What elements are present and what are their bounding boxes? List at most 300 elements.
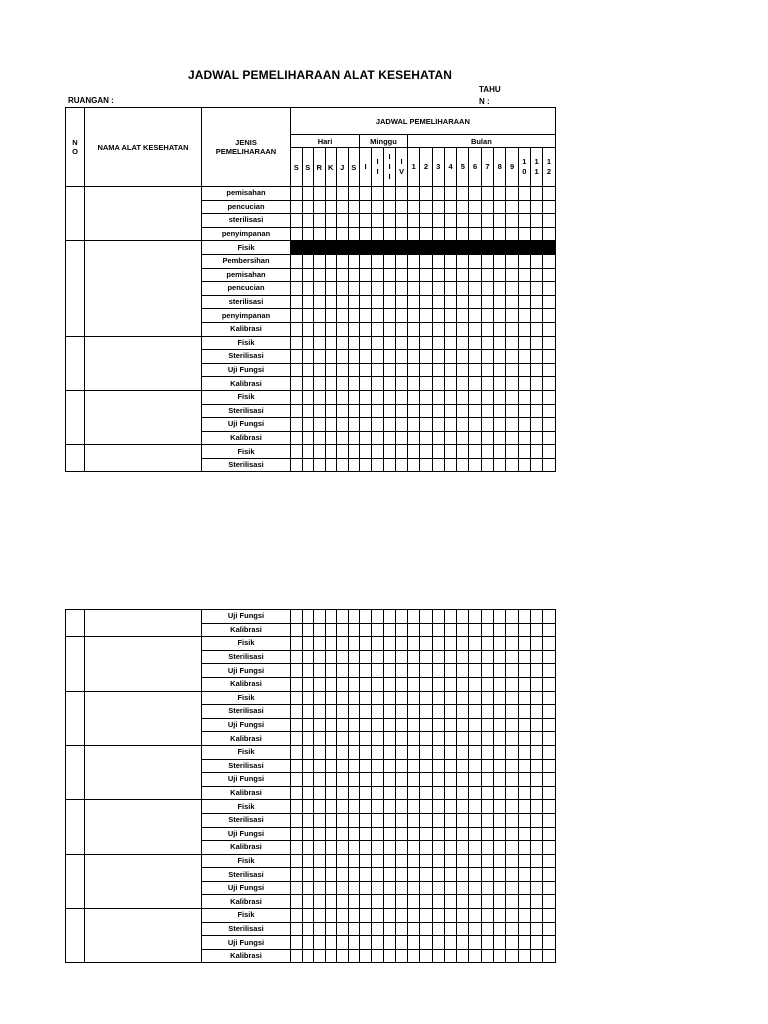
schedule-cell[interactable]: [543, 841, 555, 855]
schedule-cell[interactable]: [291, 868, 303, 882]
schedule-cell[interactable]: [325, 705, 337, 719]
schedule-cell[interactable]: [325, 377, 337, 391]
schedule-cell[interactable]: [469, 336, 481, 350]
schedule-cell[interactable]: [457, 214, 469, 228]
schedule-cell[interactable]: [314, 336, 326, 350]
schedule-cell[interactable]: [325, 664, 337, 678]
schedule-cell[interactable]: [543, 637, 555, 651]
schedule-cell[interactable]: [348, 268, 360, 282]
schedule-cell[interactable]: [444, 827, 456, 841]
schedule-cell[interactable]: [444, 773, 456, 787]
schedule-cell[interactable]: [518, 854, 530, 868]
schedule-cell[interactable]: [506, 786, 518, 800]
schedule-cell[interactable]: [314, 637, 326, 651]
schedule-cell[interactable]: [444, 745, 456, 759]
schedule-cell[interactable]: [348, 854, 360, 868]
schedule-cell[interactable]: [543, 705, 555, 719]
schedule-cell[interactable]: [337, 200, 349, 214]
schedule-cell[interactable]: [360, 431, 372, 445]
schedule-cell[interactable]: [302, 187, 314, 201]
schedule-cell[interactable]: [444, 841, 456, 855]
schedule-cell[interactable]: [481, 773, 493, 787]
schedule-cell[interactable]: [457, 404, 469, 418]
schedule-cell[interactable]: [530, 718, 542, 732]
schedule-cell[interactable]: [384, 309, 396, 323]
schedule-cell[interactable]: [530, 732, 542, 746]
schedule-cell[interactable]: [432, 187, 444, 201]
schedule-cell[interactable]: [543, 691, 555, 705]
schedule-cell[interactable]: [469, 936, 481, 950]
schedule-cell[interactable]: [372, 254, 384, 268]
schedule-cell[interactable]: [543, 623, 555, 637]
schedule-cell[interactable]: [384, 322, 396, 336]
schedule-cell[interactable]: [543, 786, 555, 800]
schedule-cell[interactable]: [408, 841, 420, 855]
schedule-cell[interactable]: [348, 458, 360, 472]
schedule-cell[interactable]: [518, 773, 530, 787]
schedule-cell[interactable]: [444, 813, 456, 827]
schedule-cell[interactable]: [408, 309, 420, 323]
schedule-cell[interactable]: [469, 431, 481, 445]
schedule-cell[interactable]: [337, 854, 349, 868]
schedule-cell[interactable]: [291, 650, 303, 664]
schedule-cell[interactable]: [360, 445, 372, 459]
schedule-cell[interactable]: [420, 677, 432, 691]
schedule-cell[interactable]: [543, 377, 555, 391]
schedule-cell[interactable]: [314, 705, 326, 719]
schedule-cell[interactable]: [543, 445, 555, 459]
schedule-cell[interactable]: [384, 350, 396, 364]
schedule-cell[interactable]: [518, 732, 530, 746]
schedule-cell[interactable]: [457, 759, 469, 773]
schedule-cell[interactable]: [530, 187, 542, 201]
schedule-cell[interactable]: [314, 390, 326, 404]
schedule-cell[interactable]: [384, 881, 396, 895]
schedule-cell[interactable]: [302, 650, 314, 664]
schedule-cell[interactable]: [432, 350, 444, 364]
schedule-cell[interactable]: [408, 187, 420, 201]
nama-alat-cell[interactable]: [85, 909, 202, 963]
schedule-cell[interactable]: [444, 800, 456, 814]
schedule-cell[interactable]: [314, 841, 326, 855]
schedule-cell[interactable]: [420, 458, 432, 472]
schedule-cell[interactable]: [372, 691, 384, 705]
schedule-cell[interactable]: [396, 936, 408, 950]
schedule-cell[interactable]: [457, 705, 469, 719]
schedule-cell[interactable]: [494, 610, 506, 624]
schedule-cell[interactable]: [314, 786, 326, 800]
schedule-cell[interactable]: [396, 909, 408, 923]
schedule-cell[interactable]: [360, 268, 372, 282]
no-cell[interactable]: [66, 187, 85, 241]
schedule-cell[interactable]: [291, 227, 303, 241]
schedule-cell[interactable]: [348, 759, 360, 773]
schedule-cell[interactable]: [432, 759, 444, 773]
schedule-cell[interactable]: [432, 841, 444, 855]
schedule-cell[interactable]: [530, 254, 542, 268]
schedule-cell[interactable]: [396, 650, 408, 664]
schedule-cell[interactable]: [506, 841, 518, 855]
schedule-cell[interactable]: [396, 786, 408, 800]
schedule-cell[interactable]: [348, 637, 360, 651]
schedule-cell[interactable]: [325, 759, 337, 773]
nama-alat-cell[interactable]: [85, 854, 202, 908]
schedule-cell[interactable]: [360, 854, 372, 868]
schedule-cell[interactable]: [302, 610, 314, 624]
schedule-cell[interactable]: [494, 800, 506, 814]
schedule-cell[interactable]: [494, 241, 506, 255]
no-cell[interactable]: [66, 691, 85, 745]
schedule-cell[interactable]: [543, 881, 555, 895]
schedule-cell[interactable]: [325, 227, 337, 241]
schedule-cell[interactable]: [494, 623, 506, 637]
schedule-cell[interactable]: [432, 909, 444, 923]
schedule-cell[interactable]: [481, 322, 493, 336]
schedule-cell[interactable]: [543, 718, 555, 732]
schedule-cell[interactable]: [302, 295, 314, 309]
schedule-cell[interactable]: [337, 254, 349, 268]
schedule-cell[interactable]: [457, 295, 469, 309]
schedule-cell[interactable]: [384, 691, 396, 705]
schedule-cell[interactable]: [432, 445, 444, 459]
schedule-cell[interactable]: [481, 336, 493, 350]
schedule-cell[interactable]: [444, 691, 456, 705]
schedule-cell[interactable]: [408, 445, 420, 459]
schedule-cell[interactable]: [530, 895, 542, 909]
schedule-cell[interactable]: [432, 227, 444, 241]
schedule-cell[interactable]: [457, 677, 469, 691]
schedule-cell[interactable]: [506, 404, 518, 418]
schedule-cell[interactable]: [348, 677, 360, 691]
schedule-cell[interactable]: [518, 445, 530, 459]
schedule-cell[interactable]: [384, 677, 396, 691]
no-cell[interactable]: [66, 745, 85, 799]
schedule-cell[interactable]: [506, 732, 518, 746]
schedule-cell[interactable]: [518, 241, 530, 255]
schedule-cell[interactable]: [457, 241, 469, 255]
schedule-cell[interactable]: [360, 827, 372, 841]
schedule-cell[interactable]: [337, 732, 349, 746]
schedule-cell[interactable]: [469, 677, 481, 691]
schedule-cell[interactable]: [481, 418, 493, 432]
schedule-cell[interactable]: [408, 773, 420, 787]
schedule-cell[interactable]: [469, 295, 481, 309]
schedule-cell[interactable]: [372, 895, 384, 909]
schedule-cell[interactable]: [506, 227, 518, 241]
schedule-cell[interactable]: [408, 637, 420, 651]
schedule-cell[interactable]: [457, 623, 469, 637]
schedule-cell[interactable]: [444, 922, 456, 936]
schedule-cell[interactable]: [444, 854, 456, 868]
nama-alat-cell[interactable]: [85, 637, 202, 691]
schedule-cell[interactable]: [396, 336, 408, 350]
schedule-cell[interactable]: [372, 431, 384, 445]
schedule-cell[interactable]: [530, 759, 542, 773]
schedule-cell[interactable]: [372, 718, 384, 732]
schedule-cell[interactable]: [302, 268, 314, 282]
schedule-cell[interactable]: [396, 677, 408, 691]
schedule-cell[interactable]: [396, 623, 408, 637]
schedule-cell[interactable]: [291, 909, 303, 923]
schedule-cell[interactable]: [518, 936, 530, 950]
schedule-cell[interactable]: [302, 390, 314, 404]
schedule-cell[interactable]: [291, 745, 303, 759]
schedule-cell[interactable]: [444, 187, 456, 201]
schedule-cell[interactable]: [302, 705, 314, 719]
schedule-cell[interactable]: [543, 268, 555, 282]
schedule-cell[interactable]: [444, 786, 456, 800]
schedule-cell[interactable]: [530, 610, 542, 624]
schedule-cell[interactable]: [506, 282, 518, 296]
schedule-cell[interactable]: [432, 800, 444, 814]
schedule-cell[interactable]: [494, 445, 506, 459]
schedule-cell[interactable]: [408, 377, 420, 391]
schedule-cell[interactable]: [337, 881, 349, 895]
schedule-cell[interactable]: [494, 813, 506, 827]
schedule-cell[interactable]: [384, 650, 396, 664]
schedule-cell[interactable]: [408, 623, 420, 637]
schedule-cell[interactable]: [396, 214, 408, 228]
schedule-cell[interactable]: [360, 718, 372, 732]
schedule-cell[interactable]: [314, 677, 326, 691]
schedule-cell[interactable]: [481, 363, 493, 377]
schedule-cell[interactable]: [348, 431, 360, 445]
schedule-cell[interactable]: [469, 309, 481, 323]
schedule-cell[interactable]: [302, 759, 314, 773]
schedule-cell[interactable]: [457, 418, 469, 432]
schedule-cell[interactable]: [469, 227, 481, 241]
schedule-cell[interactable]: [337, 282, 349, 296]
schedule-cell[interactable]: [494, 404, 506, 418]
schedule-cell[interactable]: [325, 800, 337, 814]
schedule-cell[interactable]: [360, 350, 372, 364]
schedule-cell[interactable]: [481, 390, 493, 404]
schedule-cell[interactable]: [372, 336, 384, 350]
schedule-cell[interactable]: [348, 650, 360, 664]
schedule-cell[interactable]: [432, 745, 444, 759]
schedule-cell[interactable]: [325, 418, 337, 432]
schedule-cell[interactable]: [384, 868, 396, 882]
schedule-cell[interactable]: [325, 949, 337, 963]
schedule-cell[interactable]: [291, 390, 303, 404]
schedule-cell[interactable]: [372, 610, 384, 624]
schedule-cell[interactable]: [469, 732, 481, 746]
schedule-cell[interactable]: [444, 677, 456, 691]
schedule-cell[interactable]: [444, 445, 456, 459]
schedule-cell[interactable]: [494, 827, 506, 841]
schedule-cell[interactable]: [530, 282, 542, 296]
schedule-cell[interactable]: [384, 759, 396, 773]
schedule-cell[interactable]: [469, 827, 481, 841]
schedule-cell[interactable]: [444, 350, 456, 364]
schedule-cell[interactable]: [481, 637, 493, 651]
schedule-cell[interactable]: [481, 813, 493, 827]
schedule-cell[interactable]: [543, 922, 555, 936]
schedule-cell[interactable]: [530, 909, 542, 923]
schedule-cell[interactable]: [432, 718, 444, 732]
schedule-cell[interactable]: [518, 458, 530, 472]
schedule-cell[interactable]: [291, 949, 303, 963]
schedule-cell[interactable]: [337, 336, 349, 350]
schedule-cell[interactable]: [384, 282, 396, 296]
schedule-cell[interactable]: [444, 705, 456, 719]
schedule-cell[interactable]: [291, 732, 303, 746]
schedule-cell[interactable]: [469, 322, 481, 336]
schedule-cell[interactable]: [348, 377, 360, 391]
schedule-cell[interactable]: [518, 227, 530, 241]
no-cell[interactable]: [66, 909, 85, 963]
schedule-cell[interactable]: [372, 854, 384, 868]
schedule-cell[interactable]: [457, 363, 469, 377]
schedule-cell[interactable]: [291, 241, 303, 255]
schedule-cell[interactable]: [432, 705, 444, 719]
schedule-cell[interactable]: [543, 227, 555, 241]
schedule-cell[interactable]: [348, 745, 360, 759]
schedule-cell[interactable]: [530, 363, 542, 377]
schedule-cell[interactable]: [372, 909, 384, 923]
schedule-cell[interactable]: [314, 827, 326, 841]
schedule-cell[interactable]: [325, 868, 337, 882]
schedule-cell[interactable]: [302, 827, 314, 841]
schedule-cell[interactable]: [530, 268, 542, 282]
no-cell[interactable]: [66, 445, 85, 472]
schedule-cell[interactable]: [348, 309, 360, 323]
schedule-cell[interactable]: [337, 786, 349, 800]
schedule-cell[interactable]: [543, 732, 555, 746]
schedule-cell[interactable]: [506, 650, 518, 664]
schedule-cell[interactable]: [372, 759, 384, 773]
schedule-cell[interactable]: [291, 187, 303, 201]
schedule-cell[interactable]: [444, 623, 456, 637]
schedule-cell[interactable]: [506, 922, 518, 936]
schedule-cell[interactable]: [314, 350, 326, 364]
schedule-cell[interactable]: [302, 881, 314, 895]
schedule-cell[interactable]: [325, 732, 337, 746]
schedule-cell[interactable]: [518, 322, 530, 336]
schedule-cell[interactable]: [302, 309, 314, 323]
schedule-cell[interactable]: [457, 745, 469, 759]
schedule-cell[interactable]: [444, 868, 456, 882]
schedule-cell[interactable]: [481, 759, 493, 773]
schedule-cell[interactable]: [444, 732, 456, 746]
schedule-cell[interactable]: [348, 813, 360, 827]
schedule-cell[interactable]: [372, 227, 384, 241]
schedule-cell[interactable]: [291, 664, 303, 678]
schedule-cell[interactable]: [291, 841, 303, 855]
schedule-cell[interactable]: [408, 650, 420, 664]
schedule-cell[interactable]: [291, 214, 303, 228]
schedule-cell[interactable]: [302, 336, 314, 350]
schedule-cell[interactable]: [543, 350, 555, 364]
schedule-cell[interactable]: [494, 377, 506, 391]
schedule-cell[interactable]: [348, 732, 360, 746]
schedule-cell[interactable]: [481, 827, 493, 841]
schedule-cell[interactable]: [396, 431, 408, 445]
schedule-cell[interactable]: [530, 650, 542, 664]
schedule-cell[interactable]: [469, 745, 481, 759]
schedule-cell[interactable]: [396, 664, 408, 678]
schedule-cell[interactable]: [325, 254, 337, 268]
schedule-cell[interactable]: [291, 677, 303, 691]
schedule-cell[interactable]: [302, 691, 314, 705]
schedule-cell[interactable]: [314, 322, 326, 336]
schedule-cell[interactable]: [325, 881, 337, 895]
schedule-cell[interactable]: [348, 949, 360, 963]
schedule-cell[interactable]: [408, 295, 420, 309]
schedule-cell[interactable]: [457, 390, 469, 404]
nama-alat-cell[interactable]: [85, 336, 202, 390]
schedule-cell[interactable]: [481, 800, 493, 814]
schedule-cell[interactable]: [469, 363, 481, 377]
schedule-cell[interactable]: [444, 418, 456, 432]
schedule-cell[interactable]: [291, 404, 303, 418]
schedule-cell[interactable]: [314, 800, 326, 814]
schedule-cell[interactable]: [518, 214, 530, 228]
schedule-cell[interactable]: [337, 431, 349, 445]
schedule-cell[interactable]: [518, 677, 530, 691]
schedule-cell[interactable]: [348, 922, 360, 936]
schedule-cell[interactable]: [348, 227, 360, 241]
schedule-cell[interactable]: [530, 431, 542, 445]
schedule-cell[interactable]: [530, 458, 542, 472]
nama-alat-cell[interactable]: [85, 241, 202, 336]
schedule-cell[interactable]: [457, 268, 469, 282]
schedule-cell[interactable]: [432, 786, 444, 800]
schedule-cell[interactable]: [396, 773, 408, 787]
schedule-cell[interactable]: [302, 732, 314, 746]
schedule-cell[interactable]: [348, 390, 360, 404]
schedule-cell[interactable]: [481, 895, 493, 909]
schedule-cell[interactable]: [530, 637, 542, 651]
schedule-cell[interactable]: [530, 377, 542, 391]
schedule-cell[interactable]: [396, 732, 408, 746]
schedule-cell[interactable]: [384, 214, 396, 228]
schedule-cell[interactable]: [325, 322, 337, 336]
schedule-cell[interactable]: [291, 691, 303, 705]
schedule-cell[interactable]: [543, 322, 555, 336]
schedule-cell[interactable]: [481, 377, 493, 391]
schedule-cell[interactable]: [494, 732, 506, 746]
schedule-cell[interactable]: [494, 268, 506, 282]
schedule-cell[interactable]: [360, 309, 372, 323]
schedule-cell[interactable]: [372, 637, 384, 651]
schedule-cell[interactable]: [506, 868, 518, 882]
schedule-cell[interactable]: [314, 254, 326, 268]
schedule-cell[interactable]: [348, 909, 360, 923]
schedule-cell[interactable]: [530, 800, 542, 814]
schedule-cell[interactable]: [543, 650, 555, 664]
schedule-cell[interactable]: [420, 336, 432, 350]
schedule-cell[interactable]: [372, 282, 384, 296]
schedule-cell[interactable]: [291, 418, 303, 432]
no-cell[interactable]: [66, 854, 85, 908]
schedule-cell[interactable]: [518, 759, 530, 773]
schedule-cell[interactable]: [314, 418, 326, 432]
schedule-cell[interactable]: [372, 650, 384, 664]
schedule-cell[interactable]: [506, 854, 518, 868]
schedule-cell[interactable]: [420, 295, 432, 309]
schedule-cell[interactable]: [348, 664, 360, 678]
schedule-cell[interactable]: [302, 936, 314, 950]
schedule-cell[interactable]: [457, 936, 469, 950]
schedule-cell[interactable]: [325, 623, 337, 637]
schedule-cell[interactable]: [325, 786, 337, 800]
schedule-cell[interactable]: [432, 650, 444, 664]
schedule-cell[interactable]: [372, 458, 384, 472]
schedule-cell[interactable]: [372, 813, 384, 827]
schedule-cell[interactable]: [348, 214, 360, 228]
schedule-cell[interactable]: [408, 718, 420, 732]
